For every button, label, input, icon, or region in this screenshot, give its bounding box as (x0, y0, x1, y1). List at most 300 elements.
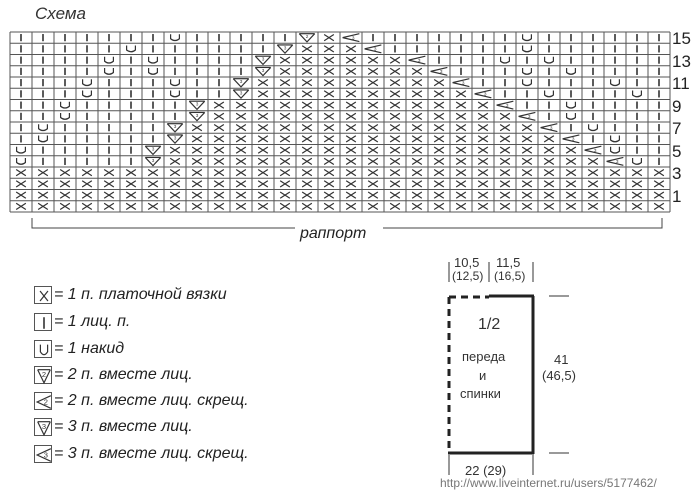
chart-cell (38, 203, 48, 209)
chart-cell (456, 136, 466, 142)
chart-cell (412, 181, 422, 187)
rapport-bracket (383, 218, 662, 228)
chart-cell (149, 68, 158, 74)
chart-cell (589, 124, 598, 130)
chart-cell (105, 68, 114, 74)
chart-cell (368, 181, 378, 187)
chart-cell (522, 181, 532, 187)
chart-cell (60, 181, 70, 187)
chart-cell (258, 192, 268, 198)
chart-cell (233, 90, 248, 98)
chart-cell (434, 91, 444, 97)
chart-cell (302, 136, 312, 142)
chart-cell (566, 158, 576, 164)
chart-cell (434, 102, 444, 108)
chart-cell (214, 147, 224, 153)
legend-symbol-icon (34, 340, 52, 358)
chart-cell (236, 136, 246, 142)
rapport-label: раппорт (300, 225, 367, 242)
chart-cell (654, 169, 664, 175)
svg-text:3: 3 (173, 125, 177, 131)
chart-cell (171, 79, 180, 85)
chart-cell (545, 57, 554, 63)
chart-cell (214, 169, 224, 175)
svg-text:3: 3 (593, 148, 597, 154)
chart-cell (214, 158, 224, 164)
chart-cell (145, 146, 160, 154)
chart-cell (82, 181, 92, 187)
chart-cell (280, 158, 290, 164)
chart-cell (214, 124, 224, 130)
diagram-title: Схема (35, 4, 86, 23)
chart-cell (523, 68, 532, 74)
chart-cell (478, 136, 488, 142)
chart-cell (544, 192, 554, 198)
chart-cell (280, 181, 290, 187)
chart-cell (390, 203, 400, 209)
chart-cell (456, 91, 466, 97)
svg-text:3: 3 (417, 58, 421, 64)
chart-cell (192, 169, 202, 175)
chart-cell (412, 113, 422, 119)
chart-cell (346, 57, 356, 63)
chart-cell (258, 203, 268, 209)
piece-label-2: и (479, 368, 487, 383)
chart-cell (192, 136, 202, 142)
chart-cell (324, 181, 334, 187)
svg-text:3: 3 (505, 103, 509, 109)
chart-cell (280, 136, 290, 142)
chart-cell (368, 91, 378, 97)
chart-cell (478, 158, 488, 164)
chart-cell (500, 203, 510, 209)
top-right-measure: 11,5 (496, 255, 521, 270)
chart-cell (478, 147, 488, 153)
chart-cell (61, 113, 70, 119)
row-number: 15 (672, 29, 691, 48)
chart-cell (236, 169, 246, 175)
svg-text:3: 3 (173, 136, 177, 142)
chart-cell (192, 158, 202, 164)
chart-cell (346, 136, 356, 142)
chart-cell (456, 181, 466, 187)
chart-cell (522, 147, 532, 153)
chart-cell (346, 192, 356, 198)
chart-cell (104, 181, 114, 187)
rapport-bracket (32, 218, 295, 228)
chart-cell (456, 147, 466, 153)
chart-cell (302, 181, 312, 187)
chart-cell (39, 136, 48, 142)
chart-cell (412, 147, 422, 153)
chart-row (17, 146, 659, 154)
chart-cell (368, 158, 378, 164)
chart-cell (412, 192, 422, 198)
chart-cell (544, 181, 554, 187)
chart-cell (324, 158, 334, 164)
chart-cell (61, 102, 70, 108)
chart-cell (522, 158, 532, 164)
chart-cell (16, 181, 26, 187)
chart-cell (324, 34, 334, 40)
chart-cell (346, 46, 356, 52)
chart-cell (522, 169, 532, 175)
chart-cell (588, 192, 598, 198)
legend-symbol-icon (34, 445, 52, 463)
chart-cell (368, 102, 378, 108)
chart-cell (346, 68, 356, 74)
chart-cell (82, 169, 92, 175)
chart-cell (522, 192, 532, 198)
chart-cell (299, 34, 314, 42)
svg-text:3: 3 (615, 160, 619, 166)
height-measure: 41 (554, 352, 569, 367)
chart-cell (16, 203, 26, 209)
chart-cell (365, 45, 382, 53)
chart-cell (588, 169, 598, 175)
chart-cell (148, 169, 158, 175)
chart-cell (368, 203, 378, 209)
chart-cell (170, 192, 180, 198)
legend-symbol-icon (34, 392, 52, 410)
chart-cell (258, 113, 268, 119)
chart-cell (390, 136, 400, 142)
chart-cell (280, 192, 290, 198)
chart-cell (434, 113, 444, 119)
chart-cell (149, 57, 158, 63)
chart-cell (280, 68, 290, 74)
chart-cell (611, 136, 620, 142)
chart-cell (545, 91, 554, 97)
svg-text:3: 3 (283, 46, 287, 52)
chart-cell (324, 46, 334, 52)
chart-cell (280, 57, 290, 63)
row-number: 7 (672, 119, 682, 138)
chart-cell (60, 192, 70, 198)
chart-cell (192, 147, 202, 153)
svg-text:3: 3 (549, 126, 553, 132)
chart-cell (302, 169, 312, 175)
chart-cell (497, 101, 514, 109)
chart-cell (16, 169, 26, 175)
chart-cell (412, 136, 422, 142)
chart-cell (302, 192, 312, 198)
legend-item (34, 284, 227, 306)
chart-cell (500, 124, 510, 130)
chart-cell (343, 34, 360, 42)
chart-cell (258, 169, 268, 175)
chart-cell (434, 203, 444, 209)
svg-text:3: 3 (261, 57, 265, 63)
chart-cell (214, 102, 224, 108)
chart-cell (258, 181, 268, 187)
chart-cell (390, 192, 400, 198)
chart-cell (434, 147, 444, 153)
chart-cell (566, 203, 576, 209)
chart-cell (368, 147, 378, 153)
chart-cell (500, 181, 510, 187)
chart-cell (412, 158, 422, 164)
legend-item (34, 416, 193, 438)
chart-cell (390, 57, 400, 63)
chart-cell (324, 169, 334, 175)
chart-cell (500, 158, 510, 164)
chart-cell (302, 147, 312, 153)
chart-cell (126, 169, 136, 175)
chart-cell (567, 113, 576, 119)
chart-cell (346, 79, 356, 85)
chart-cell (324, 192, 334, 198)
chart-cell (346, 147, 356, 153)
chart-cell (368, 192, 378, 198)
chart-cell (236, 102, 246, 108)
legend-text: = 2 п. вместе лиц. (54, 366, 193, 383)
chart-cell (233, 79, 248, 87)
chart-cell (346, 158, 356, 164)
chart-cell (83, 79, 92, 85)
legend-symbol-icon (34, 286, 52, 304)
legend-text: = 1 п. платочной вязки (54, 286, 227, 303)
chart-cell (277, 45, 292, 53)
chart-cell (346, 91, 356, 97)
chart-cell (39, 124, 48, 130)
knitting-chart (0, 0, 699, 240)
chart-cell (588, 181, 598, 187)
chart-cell (302, 79, 312, 85)
chart-cell (171, 34, 180, 40)
chart-cell (236, 124, 246, 130)
chart-cell (456, 192, 466, 198)
chart-cell (126, 181, 136, 187)
legend-item (34, 364, 193, 386)
chart-cell (302, 124, 312, 130)
chart-cell (434, 79, 444, 85)
chart-cell (478, 102, 488, 108)
chart-cell (610, 192, 620, 198)
chart-cell (522, 203, 532, 209)
chart-cell (523, 34, 532, 40)
svg-text:3: 3 (439, 70, 443, 76)
chart-cell (60, 203, 70, 209)
svg-text:2: 2 (43, 397, 48, 407)
legend-text: = 3 п. вместе лиц. скрещ. (54, 445, 249, 462)
chart-cell (60, 169, 70, 175)
chart-cell (346, 203, 356, 209)
row-number: 1 (672, 186, 682, 206)
chart-cell (456, 169, 466, 175)
chart-cell (214, 203, 224, 209)
chart-cell (500, 147, 510, 153)
chart-cell (167, 135, 182, 143)
chart-cell (82, 192, 92, 198)
legend-text: = 1 лиц. п. (54, 313, 131, 330)
chart-cell (478, 169, 488, 175)
svg-text:3: 3 (483, 92, 487, 98)
svg-text:3: 3 (41, 421, 47, 431)
row-number: 13 (672, 51, 691, 71)
chart-cell (368, 113, 378, 119)
svg-text:3: 3 (195, 113, 199, 119)
chart-cell (368, 124, 378, 130)
row-number: 11 (672, 74, 690, 93)
chart-cell (566, 192, 576, 198)
chart-cell (236, 147, 246, 153)
svg-text:3: 3 (239, 91, 243, 97)
chart-cell (280, 91, 290, 97)
chart-cell (192, 124, 202, 130)
chart-cell (412, 79, 422, 85)
chart-cell (170, 181, 180, 187)
chart-cell (192, 181, 202, 187)
top-left-measure-alt: (12,5) (452, 269, 484, 283)
chart-cell (654, 192, 664, 198)
chart-cell (523, 46, 532, 52)
legend-text: = 1 накид (54, 340, 125, 357)
chart-cell (258, 147, 268, 153)
chart-cell (478, 203, 488, 209)
chart-cell (434, 136, 444, 142)
svg-text:3: 3 (571, 137, 575, 143)
chart-cell (390, 181, 400, 187)
chart-cell (17, 158, 26, 164)
chart-cell (170, 203, 180, 209)
chart-cell (390, 79, 400, 85)
row-number: 5 (672, 141, 682, 161)
chart-cell (412, 169, 422, 175)
chart-cell (236, 192, 246, 198)
chart-cell (324, 147, 334, 153)
svg-text:2: 2 (41, 369, 47, 379)
chart-cell (390, 147, 400, 153)
chart-cell (368, 68, 378, 74)
chart-cell (588, 203, 598, 209)
chart-cell (544, 136, 554, 142)
chart-cell (302, 203, 312, 209)
chart-cell (500, 192, 510, 198)
chart-cell (434, 169, 444, 175)
chart-cell (258, 79, 268, 85)
chart-cell (214, 136, 224, 142)
chart-cell (478, 192, 488, 198)
chart-cell (280, 147, 290, 153)
piece-label-3: спинки (460, 386, 501, 401)
chart-cell (654, 203, 664, 209)
chart-cell (302, 91, 312, 97)
chart-cell (611, 79, 620, 85)
chart-cell (368, 57, 378, 63)
chart-cell (633, 91, 642, 97)
chart-cell (170, 169, 180, 175)
chart-cell (145, 157, 160, 165)
chart-cell (500, 136, 510, 142)
top-left-measure: 10,5 (454, 255, 480, 270)
chart-cell (236, 181, 246, 187)
chart-cell (522, 136, 532, 142)
chart-cell (633, 158, 642, 164)
chart-cell (368, 136, 378, 142)
chart-cell (368, 79, 378, 85)
chart-cell (544, 203, 554, 209)
chart-cell (456, 124, 466, 130)
chart-cell (324, 57, 334, 63)
top-right-measure-alt: (16,5) (494, 269, 526, 283)
chart-cell (390, 68, 400, 74)
svg-text:3: 3 (351, 36, 355, 42)
chart-cell (236, 158, 246, 164)
chart-cell (632, 169, 642, 175)
chart-cell (346, 124, 356, 130)
chart-cell (148, 203, 158, 209)
legend-symbol-icon (34, 366, 52, 384)
chart-cell (607, 157, 624, 165)
chart-cell (523, 79, 532, 85)
chart-cell (302, 57, 312, 63)
chart-cell (412, 124, 422, 130)
chart-cell (544, 158, 554, 164)
svg-text:3: 3 (373, 47, 377, 53)
chart-cell (280, 79, 290, 85)
legend-item (34, 311, 130, 333)
chart-cell (478, 124, 488, 130)
chart-cell (302, 68, 312, 74)
chart-cell (434, 158, 444, 164)
watermark-url: http://www.liveinternet.ru/users/5177462/ (440, 476, 657, 490)
chart-cell (170, 147, 180, 153)
chart-cell (456, 203, 466, 209)
chart-cell (434, 192, 444, 198)
chart-cell (148, 181, 158, 187)
chart-cell (412, 68, 422, 74)
chart-cell (566, 169, 576, 175)
chart-cell (632, 203, 642, 209)
chart-cell (258, 136, 268, 142)
chart-cell (214, 181, 224, 187)
chart-cell (541, 124, 558, 132)
chart-cell (456, 102, 466, 108)
chart-cell (38, 192, 48, 198)
svg-text:2: 2 (305, 35, 309, 41)
chart-cell (390, 124, 400, 130)
chart-cell (258, 158, 268, 164)
chart-cell (104, 192, 114, 198)
chart-cell (38, 181, 48, 187)
chart-cell (544, 147, 554, 153)
chart-cell (456, 113, 466, 119)
row-number: 9 (672, 96, 682, 116)
legend-item (34, 443, 249, 465)
chart-cell (280, 113, 290, 119)
chart-cell (412, 203, 422, 209)
chart-row (17, 157, 659, 165)
chart-cell (390, 158, 400, 164)
chart-cell (632, 192, 642, 198)
chart-cell (390, 91, 400, 97)
chart-cell (105, 57, 114, 63)
chart-cell (567, 68, 576, 74)
chart-cell (258, 124, 268, 130)
chart-cell (324, 136, 334, 142)
piece-label-1: переда (462, 349, 506, 364)
chart-cell (632, 181, 642, 187)
row-number: 3 (672, 164, 682, 183)
fraction-label: 1/2 (478, 316, 501, 333)
chart-cell (346, 181, 356, 187)
chart-cell (654, 181, 664, 187)
chart-cell (456, 158, 466, 164)
chart-cell (500, 113, 510, 119)
width-measure: 22 (29) (465, 463, 507, 478)
chart-cell (409, 56, 426, 64)
